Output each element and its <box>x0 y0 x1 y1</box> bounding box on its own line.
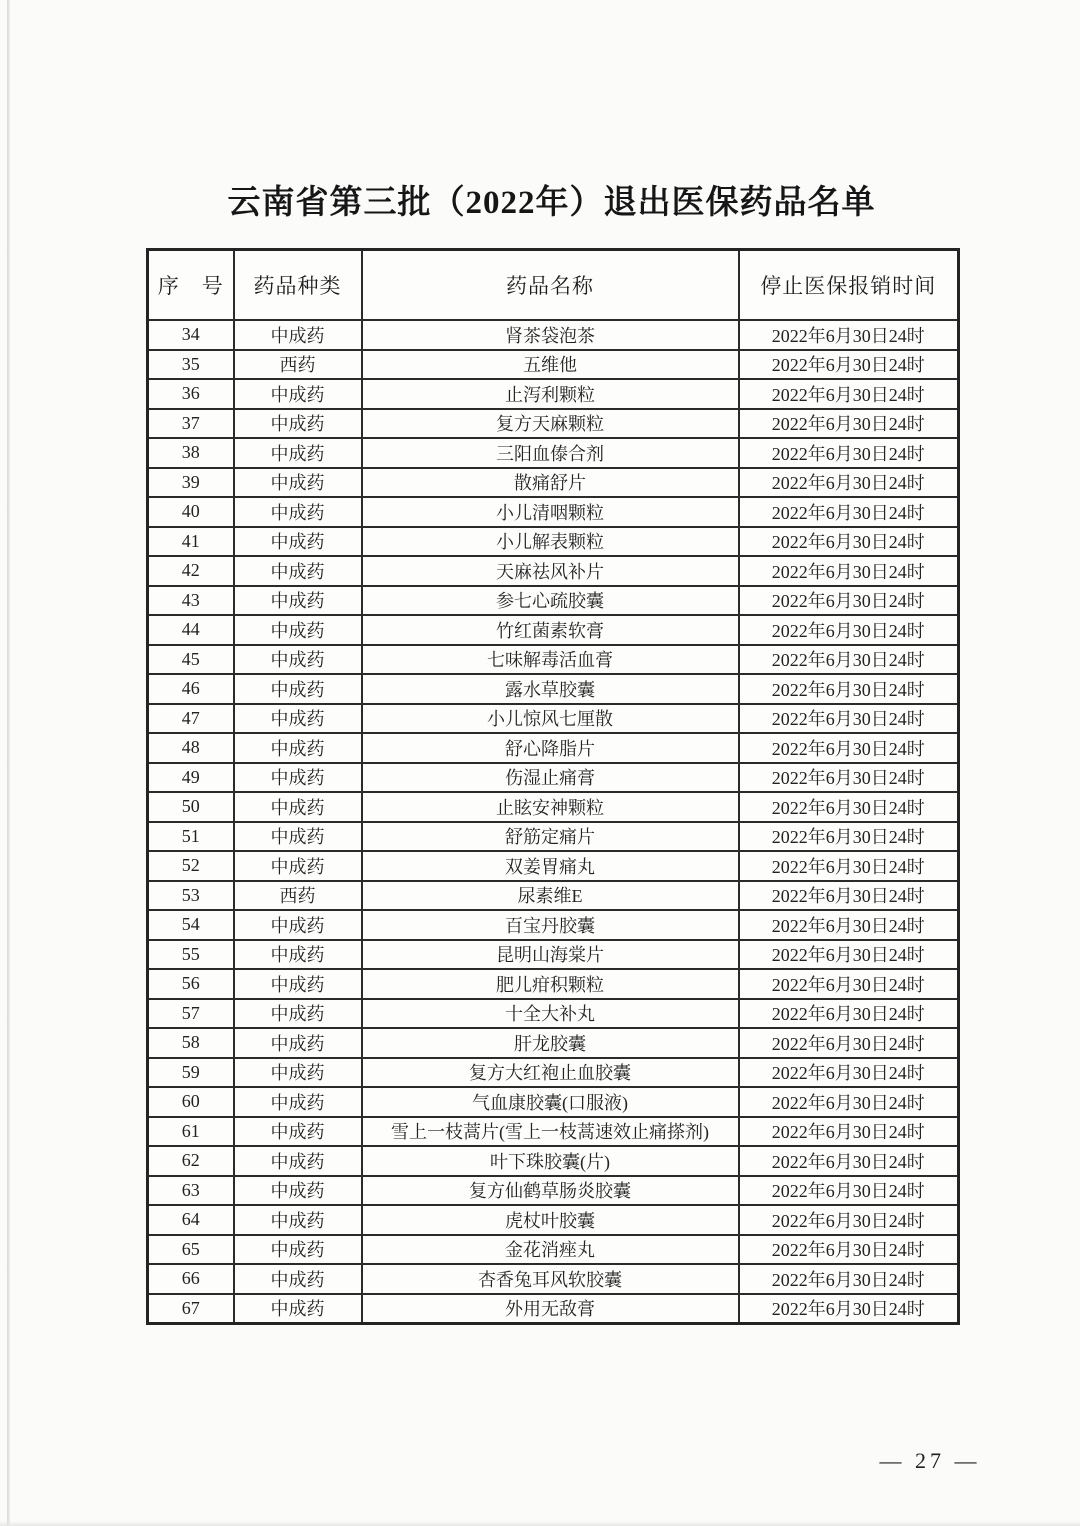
cell-serial-number: 44 <box>148 615 234 645</box>
table-row <box>148 1235 959 1265</box>
cell-drug-category: 中成药 <box>234 999 362 1029</box>
cell-serial-number: 53 <box>148 881 234 911</box>
table-row <box>148 910 959 940</box>
cell-serial-number: 36 <box>148 379 234 409</box>
cell-drug-name: 止泻利颗粒 <box>362 379 739 409</box>
cell-drug-category: 中成药 <box>234 940 362 970</box>
cell-stop-time: 2022年6月30日24时 <box>739 763 959 793</box>
cell-drug-name: 止眩安神颗粒 <box>362 792 739 822</box>
cell-stop-time: 2022年6月30日24时 <box>739 645 959 675</box>
cell-drug-category: 中成药 <box>234 409 362 439</box>
cell-drug-name: 肝龙胶囊 <box>362 1028 739 1058</box>
header-drug-name: 药品名称 <box>362 250 739 321</box>
cell-drug-name: 复方仙鹤草肠炎胶囊 <box>362 1176 739 1206</box>
cell-serial-number: 60 <box>148 1087 234 1117</box>
table-row <box>148 645 959 675</box>
cell-drug-category: 中成药 <box>234 1176 362 1206</box>
cell-drug-name: 复方天麻颗粒 <box>362 409 739 439</box>
cell-serial-number: 49 <box>148 763 234 793</box>
cell-stop-time: 2022年6月30日24时 <box>739 822 959 852</box>
cell-drug-category: 中成药 <box>234 615 362 645</box>
table-row <box>148 556 959 586</box>
table-row <box>148 763 959 793</box>
cell-drug-category: 中成药 <box>234 969 362 999</box>
cell-drug-name: 参七心疏胶囊 <box>362 586 739 616</box>
cell-serial-number: 56 <box>148 969 234 999</box>
cell-drug-name: 双姜胃痛丸 <box>362 851 739 881</box>
cell-serial-number: 39 <box>148 468 234 498</box>
cell-stop-time: 2022年6月30日24时 <box>739 674 959 704</box>
table-row <box>148 792 959 822</box>
cell-drug-name: 五维他 <box>362 350 739 380</box>
cell-drug-name: 竹红菌素软膏 <box>362 615 739 645</box>
cell-drug-category: 中成药 <box>234 527 362 557</box>
cell-drug-category: 西药 <box>234 350 362 380</box>
cell-drug-name: 散痛舒片 <box>362 468 739 498</box>
cell-drug-category: 中成药 <box>234 645 362 675</box>
cell-drug-category: 中成药 <box>234 733 362 763</box>
table-row <box>148 615 959 645</box>
table-row <box>148 1176 959 1206</box>
cell-stop-time: 2022年6月30日24时 <box>739 1205 959 1235</box>
cell-serial-number: 45 <box>148 645 234 675</box>
cell-drug-name: 叶下珠胶囊(片) <box>362 1146 739 1176</box>
table-row <box>148 1264 959 1294</box>
scan-bottom-edge-artifact <box>0 1521 1080 1526</box>
cell-drug-name: 七味解毒活血膏 <box>362 645 739 675</box>
table-row <box>148 969 959 999</box>
cell-stop-time: 2022年6月30日24时 <box>739 586 959 616</box>
cell-drug-category: 中成药 <box>234 792 362 822</box>
cell-drug-category: 中成药 <box>234 674 362 704</box>
cell-drug-name: 三阳血傣合剂 <box>362 438 739 468</box>
cell-serial-number: 47 <box>148 704 234 734</box>
cell-serial-number: 61 <box>148 1117 234 1147</box>
cell-stop-time: 2022年6月30日24时 <box>739 733 959 763</box>
table-row <box>148 468 959 498</box>
header-drug-category: 药品种类 <box>234 250 362 321</box>
table-row <box>148 497 959 527</box>
cell-serial-number: 66 <box>148 1264 234 1294</box>
cell-drug-category: 中成药 <box>234 1087 362 1117</box>
cell-serial-number: 48 <box>148 733 234 763</box>
cell-stop-time: 2022年6月30日24时 <box>739 350 959 380</box>
cell-drug-name: 舒心降脂片 <box>362 733 739 763</box>
cell-stop-time: 2022年6月30日24时 <box>739 792 959 822</box>
cell-stop-time: 2022年6月30日24时 <box>739 497 959 527</box>
cell-drug-category: 中成药 <box>234 379 362 409</box>
cell-stop-time: 2022年6月30日24时 <box>739 940 959 970</box>
cell-drug-name: 肾茶袋泡茶 <box>362 320 739 350</box>
cell-stop-time: 2022年6月30日24时 <box>739 704 959 734</box>
cell-stop-time: 2022年6月30日24时 <box>739 910 959 940</box>
cell-drug-name: 肥儿疳积颗粒 <box>362 969 739 999</box>
cell-drug-name: 十全大补丸 <box>362 999 739 1029</box>
table-header-row <box>148 250 959 321</box>
cell-serial-number: 35 <box>148 350 234 380</box>
cell-drug-category: 中成药 <box>234 1205 362 1235</box>
cell-drug-category: 中成药 <box>234 1058 362 1088</box>
table-row <box>148 1058 959 1088</box>
cell-serial-number: 43 <box>148 586 234 616</box>
drug-exit-table <box>146 248 960 1325</box>
cell-drug-category: 中成药 <box>234 763 362 793</box>
cell-stop-time: 2022年6月30日24时 <box>739 969 959 999</box>
cell-stop-time: 2022年6月30日24时 <box>739 468 959 498</box>
cell-drug-name: 虎杖叶胶囊 <box>362 1205 739 1235</box>
table-row <box>148 674 959 704</box>
cell-stop-time: 2022年6月30日24时 <box>739 527 959 557</box>
cell-drug-category: 中成药 <box>234 1294 362 1324</box>
cell-drug-category: 中成药 <box>234 468 362 498</box>
document-title: 云南省第三批（2022年）退出医保药品名单 <box>227 185 876 221</box>
cell-stop-time: 2022年6月30日24时 <box>739 615 959 645</box>
table-row <box>148 1294 959 1324</box>
cell-drug-category: 中成药 <box>234 704 362 734</box>
table-row <box>148 851 959 881</box>
cell-drug-category: 中成药 <box>234 910 362 940</box>
table-row <box>148 438 959 468</box>
cell-drug-category: 西药 <box>234 881 362 911</box>
cell-drug-category: 中成药 <box>234 1235 362 1265</box>
cell-drug-name: 杏香兔耳风软胶囊 <box>362 1264 739 1294</box>
cell-stop-time: 2022年6月30日24时 <box>739 851 959 881</box>
table-row <box>148 733 959 763</box>
cell-stop-time: 2022年6月30日24时 <box>739 1058 959 1088</box>
cell-serial-number: 50 <box>148 792 234 822</box>
cell-serial-number: 37 <box>148 409 234 439</box>
cell-serial-number: 46 <box>148 674 234 704</box>
cell-stop-time: 2022年6月30日24时 <box>739 320 959 350</box>
cell-drug-category: 中成药 <box>234 851 362 881</box>
table-row <box>148 586 959 616</box>
cell-serial-number: 51 <box>148 822 234 852</box>
cell-serial-number: 59 <box>148 1058 234 1088</box>
cell-drug-name: 复方大红袍止血胶囊 <box>362 1058 739 1088</box>
cell-serial-number: 55 <box>148 940 234 970</box>
cell-drug-name: 尿素维E <box>362 881 739 911</box>
table-row <box>148 379 959 409</box>
cell-drug-category: 中成药 <box>234 1117 362 1147</box>
cell-serial-number: 62 <box>148 1146 234 1176</box>
cell-stop-time: 2022年6月30日24时 <box>739 556 959 586</box>
cell-stop-time: 2022年6月30日24时 <box>739 1264 959 1294</box>
cell-serial-number: 40 <box>148 497 234 527</box>
table-body <box>148 320 959 1324</box>
cell-serial-number: 57 <box>148 999 234 1029</box>
cell-serial-number: 42 <box>148 556 234 586</box>
document-content <box>146 180 957 1325</box>
cell-drug-name: 伤湿止痛膏 <box>362 763 739 793</box>
header-stop-reimbursement-time: 停止医保报销时间 <box>739 250 959 321</box>
cell-stop-time: 2022年6月30日24时 <box>739 1117 959 1147</box>
table-row <box>148 1117 959 1147</box>
cell-drug-category: 中成药 <box>234 320 362 350</box>
cell-drug-name: 外用无敌膏 <box>362 1294 739 1324</box>
cell-drug-name: 百宝丹胶囊 <box>362 910 739 940</box>
cell-serial-number: 54 <box>148 910 234 940</box>
table-row <box>148 350 959 380</box>
table-row <box>148 1028 959 1058</box>
cell-serial-number: 38 <box>148 438 234 468</box>
cell-serial-number: 34 <box>148 320 234 350</box>
cell-stop-time: 2022年6月30日24时 <box>739 1176 959 1206</box>
cell-serial-number: 64 <box>148 1205 234 1235</box>
table-row <box>148 822 959 852</box>
table-row <box>148 1146 959 1176</box>
cell-serial-number: 41 <box>148 527 234 557</box>
table-row <box>148 1087 959 1117</box>
cell-stop-time: 2022年6月30日24时 <box>739 999 959 1029</box>
cell-stop-time: 2022年6月30日24时 <box>739 1087 959 1117</box>
cell-serial-number: 67 <box>148 1294 234 1324</box>
cell-drug-category: 中成药 <box>234 438 362 468</box>
table-row <box>148 999 959 1029</box>
header-serial-number: 序 号 <box>148 250 234 321</box>
cell-stop-time: 2022年6月30日24时 <box>739 1028 959 1058</box>
cell-drug-name: 雪上一枝蒿片(雪上一枝蒿速效止痛搽剂) <box>362 1117 739 1147</box>
cell-drug-category: 中成药 <box>234 1146 362 1176</box>
cell-drug-name: 昆明山海棠片 <box>362 940 739 970</box>
cell-drug-name: 气血康胶囊(口服液) <box>362 1087 739 1117</box>
page-number: — 27 — <box>879 1448 981 1473</box>
cell-drug-category: 中成药 <box>234 1028 362 1058</box>
table-row <box>148 704 959 734</box>
cell-drug-name: 金花消痤丸 <box>362 1235 739 1265</box>
cell-drug-category: 中成药 <box>234 586 362 616</box>
cell-stop-time: 2022年6月30日24时 <box>739 1146 959 1176</box>
cell-stop-time: 2022年6月30日24时 <box>739 1235 959 1265</box>
cell-drug-category: 中成药 <box>234 1264 362 1294</box>
cell-drug-category: 中成药 <box>234 556 362 586</box>
cell-serial-number: 65 <box>148 1235 234 1265</box>
table-row <box>148 409 959 439</box>
cell-stop-time: 2022年6月30日24时 <box>739 1294 959 1324</box>
cell-drug-name: 小儿解表颗粒 <box>362 527 739 557</box>
cell-serial-number: 52 <box>148 851 234 881</box>
table-row <box>148 1205 959 1235</box>
cell-drug-category: 中成药 <box>234 822 362 852</box>
cell-stop-time: 2022年6月30日24时 <box>739 438 959 468</box>
cell-stop-time: 2022年6月30日24时 <box>739 379 959 409</box>
cell-serial-number: 58 <box>148 1028 234 1058</box>
cell-stop-time: 2022年6月30日24时 <box>739 409 959 439</box>
scan-left-edge-artifact <box>7 0 10 1526</box>
cell-drug-name: 小儿惊风七厘散 <box>362 704 739 734</box>
cell-drug-name: 小儿清咽颗粒 <box>362 497 739 527</box>
cell-serial-number: 63 <box>148 1176 234 1206</box>
table-row <box>148 527 959 557</box>
cell-stop-time: 2022年6月30日24时 <box>739 881 959 911</box>
cell-drug-name: 露水草胶囊 <box>362 674 739 704</box>
cell-drug-name: 天麻祛风补片 <box>362 556 739 586</box>
cell-drug-name: 舒筋定痛片 <box>362 822 739 852</box>
cell-drug-category: 中成药 <box>234 497 362 527</box>
table-row <box>148 320 959 350</box>
table-row <box>148 881 959 911</box>
table-row <box>148 940 959 970</box>
